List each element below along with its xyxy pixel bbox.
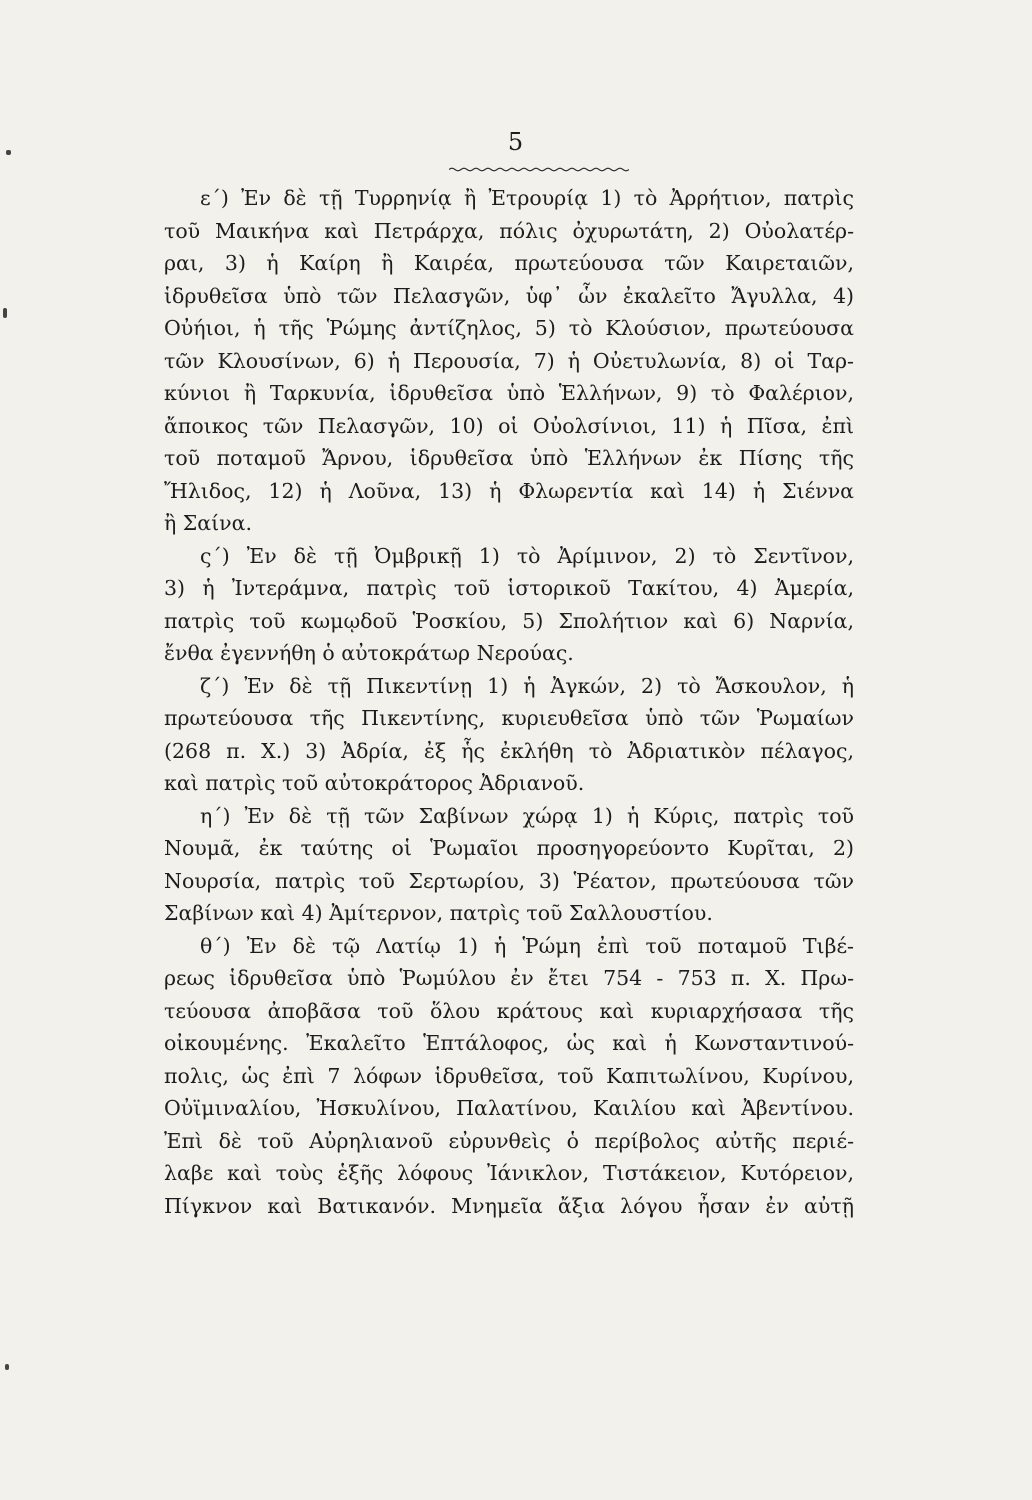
text-line: κύνιοι ἢ Ταρκυνία, ἱδρυθεῖσα ὑπὸ Ἑλλήνων, 9) τὸ Φαλέριον, [164, 381, 854, 405]
text-line: Πίγκνον καὶ Βατικανόν. Μνημεῖα ἄξια λόγου ἦσαν ἐν αὐτῇ [164, 1193, 854, 1218]
text-line: η΄) Ἐν δὲ τῇ τῶν Σαβίνων χώρᾳ 1) ἡ Κύρις, πατρὶς τοῦ [200, 803, 854, 828]
text-line: ἄποικος τῶν Πελασγῶν, 10) οἱ Οὐολσίνιοι, 11) ἡ Πῖσα, ἐπὶ [164, 413, 854, 438]
text-line: οἰκουμένης. Ἐκαλεῖτο Ἑπτάλοφος, ὡς καὶ ἡ Κωνσταντινού- [164, 1031, 854, 1055]
text-line: Οὐήιοι, ἡ τῆς Ῥώμης ἀντίζηλος, 5) τὸ Κλούσιον, πρωτεύουσα [164, 316, 854, 340]
text-line: τοῦ Μαικήνα καὶ Πετράρχα, πόλις ὀχυρωτάτη, 2) Οὐολατέρ- [164, 218, 854, 243]
text-line: ραι, 3) ἡ Καίρη ἢ Καιρέα, πρωτεύουσα τῶν Καιρεταιῶν, [164, 251, 854, 275]
scan-speck [3, 308, 7, 318]
text-line: ς΄) Ἐν δὲ τῇ Ὀμβρικῇ 1) τὸ Ἀρίμινον, 2) τὸ Σεντῖνον, [200, 543, 854, 568]
text-line: τοῦ ποταμοῦ Ἄρνου, ἱδρυθεῖσα ὑπὸ Ἑλλήνων ἐκ Πίσης τῆς [164, 446, 854, 470]
text-line: Νουμᾶ, ἐκ ταύτης οἱ Ῥωμαῖοι προσηγορεύοντο Κυρῖται, 2) [164, 836, 854, 860]
text-line: θ΄) Ἐν δὲ τῷ Λατίῳ 1) ἡ Ῥώμη ἐπὶ τοῦ ποταμοῦ Τιβέ- [200, 933, 854, 958]
text-line: ἱδρυθεῖσα ὑπὸ τῶν Πελασγῶν, ὑφ᾽ ὧν ἐκαλεῖτο Ἄγυλλα, 4) [164, 283, 854, 308]
text-line: (268 π. Χ.) 3) Ἀδρία, ἐξ ἧς ἐκλήθη τὸ Ἀδριατικὸν πέλαγος, [164, 738, 854, 763]
text-line: Ἐπὶ δὲ τοῦ Αὐρηλιανοῦ εὐρυνθεὶς ὁ περίβολος αὐτῆς περιέ- [164, 1128, 854, 1153]
text-line: καὶ πατρὶς τοῦ αὐτοκράτορος Ἀδριανοῦ. [164, 771, 585, 795]
scan-speck [6, 150, 11, 155]
text-line: Ἤλιδος, 12) ἡ Λοῦνα, 13) ἡ Φλωρεντία καὶ 14) ἡ Σιέννα [164, 478, 854, 503]
text-line: ε΄) Ἐν δὲ τῇ Τυρρηνίᾳ ἢ Ἐτρουρίᾳ 1) τὸ Ἀρρήτιον, πατρὶς [200, 186, 854, 210]
text-line: τεύουσα ἀποβᾶσα τοῦ ὅλου κράτους καὶ κυριαρχήσασα τῆς [164, 998, 854, 1023]
text-line: πολις, ὡς ἐπὶ 7 λόφων ἱδρυθεῖσα, τοῦ Καπιτωλίνου, Κυρίνου, [164, 1063, 854, 1088]
body-text [164, 182, 854, 1222]
text-line: Οὐϊμιναλίου, Ἠσκυλίνου, Παλατίνου, Καιλίου καὶ Ἀβεντίνου. [164, 1096, 854, 1120]
scan-speck [5, 1364, 9, 1370]
text-line: 3) ἡ Ἰντεράμνα, πατρὶς τοῦ ἱστορικοῦ Τακίτου, 4) Ἀμερία, [164, 576, 854, 600]
text-line: πρωτεύουσα τῆς Πικεντίνης, κυριευθεῖσα ὑπὸ τῶν Ῥωμαίων [164, 706, 854, 730]
text-line: πατρὶς τοῦ κωμῳδοῦ Ῥοσκίου, 5) Σπολήτιον καὶ 6) Ναρνία, [164, 608, 854, 633]
text-line: ἢ Σαίνα. [164, 511, 252, 535]
text-line: ἔνθα ἐγεννήθη ὁ αὐτοκράτωρ Νερούας. [164, 641, 574, 665]
ornament-rule [449, 167, 629, 172]
text-line: τῶν Κλουσίνων, 6) ἡ Περουσία, 7) ἡ Οὐετυλωνία, 8) οἱ Ταρ- [164, 348, 854, 373]
page-number: 5 [507, 128, 525, 156]
text-line: Σαβίνων καὶ 4) Ἀμίτερνον, πατρὶς τοῦ Σαλλουστίου. [164, 901, 713, 925]
text-line: ζ΄) Ἐν δὲ τῇ Πικεντίνῃ 1) ἡ Ἀγκών, 2) τὸ Ἄσκουλον, ἡ [200, 673, 854, 698]
text-line: Νουρσία, πατρὶς τοῦ Σερτωρίου, 3) Ῥέατον, πρωτεύουσα τῶν [164, 868, 854, 893]
text-line: λαβε καὶ τοὺς ἑξῆς λόφους Ἰάνικλον, Τιστάκειον, Κυτόρειον, [164, 1161, 854, 1185]
text-line: ρεως ἱδρυθεῖσα ὑπὸ Ῥωμύλου ἐν ἔτει 754 - 753 π. Χ. Πρω- [164, 966, 854, 990]
